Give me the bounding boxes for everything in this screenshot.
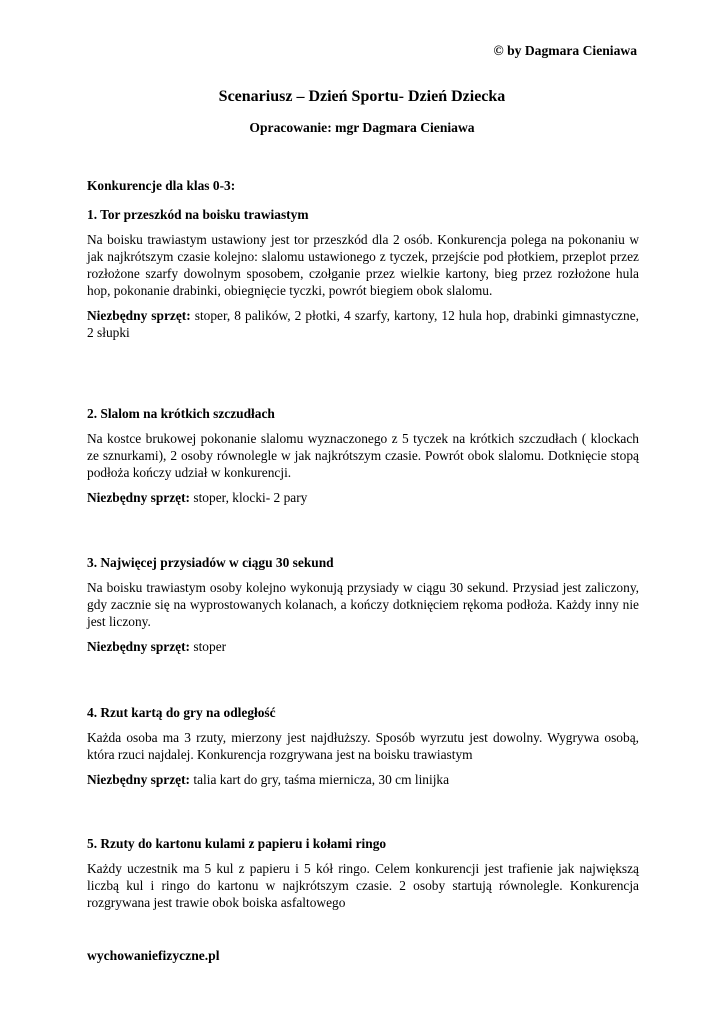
equipment-line <box>87 489 639 506</box>
equipment-label: Niezbędny sprzęt: <box>87 639 191 654</box>
competition-1 <box>87 206 639 341</box>
competition-5 <box>87 835 639 911</box>
competition-description: Na boisku trawiastym osoby kolejno wykonują przysiady w ciągu 30 sekund. Przysiad jest zaliczony, gdy zacznie się na wyprostowanych kolanach, a kończy dotknięciem rękoma podłoża. Każdy inny nie jest liczony. <box>87 580 639 629</box>
competition-description: Na kostce brukowej pokonanie slalomu wyznaczonego z 5 tyczek na krótkich szczudłach ( klockach ze sznurkami), 2 osoby równolegle w jak najkrótszym czasie. Powrót obok slalomu. Dotknięcie stopą podłoża kończy udział w konkurencji. <box>87 431 639 480</box>
author-line: Opracowanie: mgr Dagmara Cieniawa <box>249 120 475 135</box>
competition-heading: 1. Tor przeszkód na boisku trawiastym <box>87 207 309 222</box>
equipment-value: stoper, klocki- 2 pary <box>193 490 308 505</box>
equipment-value: stoper <box>193 639 227 654</box>
competition-4 <box>87 704 639 788</box>
competition-description: Każdy uczestnik ma 5 kul z papieru i 5 kół ringo. Celem konkurencji jest trafienie jak największą liczbą kul i ringo do kartonu w najkrótszym czasie. 2 osoby startują równolegle. Konkurencja rozgrywana jest trawie obok boiska asfaltowego <box>87 861 639 910</box>
competition-heading: 4. Rzut kartą do gry na odległość <box>87 705 276 720</box>
competition-description: Na boisku trawiastym ustawiony jest tor przeszkód dla 2 osób. Konkurencja polega na pokonaniu w jak najkrótszym czasie kolejno: slalomu ustawionego z tyczek, przejście pod płotkiem, przeplot przez rozłożone szarfy dowolnym sposobem, czołganie przez wielkie kartony, bieg przez rozłożone hula hop, pokonanie drabinki, obiegnięcie tyczki, powrót biegiem obok slalomu. <box>87 232 639 298</box>
competition-description: Każda osoba ma 3 rzuty, mierzony jest najdłuższy. Sposób wyrzutu jest dowolny. Wygrywa osobą, która rzuci najdalej. Konkurencja rozgrywana jest na boisku trawiastym <box>87 730 639 762</box>
document-title: Scenariusz – Dzień Sportu- Dzień Dziecka <box>218 88 506 105</box>
copyright-notice: © by Dagmara Cieniawa <box>493 43 637 58</box>
equipment-line <box>87 307 639 341</box>
category-heading-block <box>87 177 639 194</box>
category-heading: Konkurencje dla klas 0-3: <box>87 178 236 193</box>
equipment-line <box>87 771 639 788</box>
equipment-label: Niezbędny sprzęt: <box>87 490 191 505</box>
competition-heading: 2. Slalom na krótkich szczudłach <box>87 406 275 421</box>
equipment-label: Niezbędny sprzęt: <box>87 772 191 787</box>
footer-site: wychowaniefizyczne.pl <box>87 948 220 963</box>
equipment-line <box>87 638 639 655</box>
competition-3 <box>87 554 639 655</box>
equipment-value: talia kart do gry, taśma miernicza, 30 cm linijka <box>193 772 450 787</box>
competition-2 <box>87 405 639 506</box>
equipment-value: stoper, 8 palików, 2 płotki, 4 szarfy, kartony, 12 hula hop, drabinki gimnastyczne, 2 słupki <box>87 308 639 340</box>
competition-heading: 5. Rzuty do kartonu kulami z papieru i kołami ringo <box>87 836 387 851</box>
equipment-label: Niezbędny sprzęt: <box>87 308 191 323</box>
competition-heading: 3. Najwięcej przysiadów w ciągu 30 sekund <box>87 555 334 570</box>
